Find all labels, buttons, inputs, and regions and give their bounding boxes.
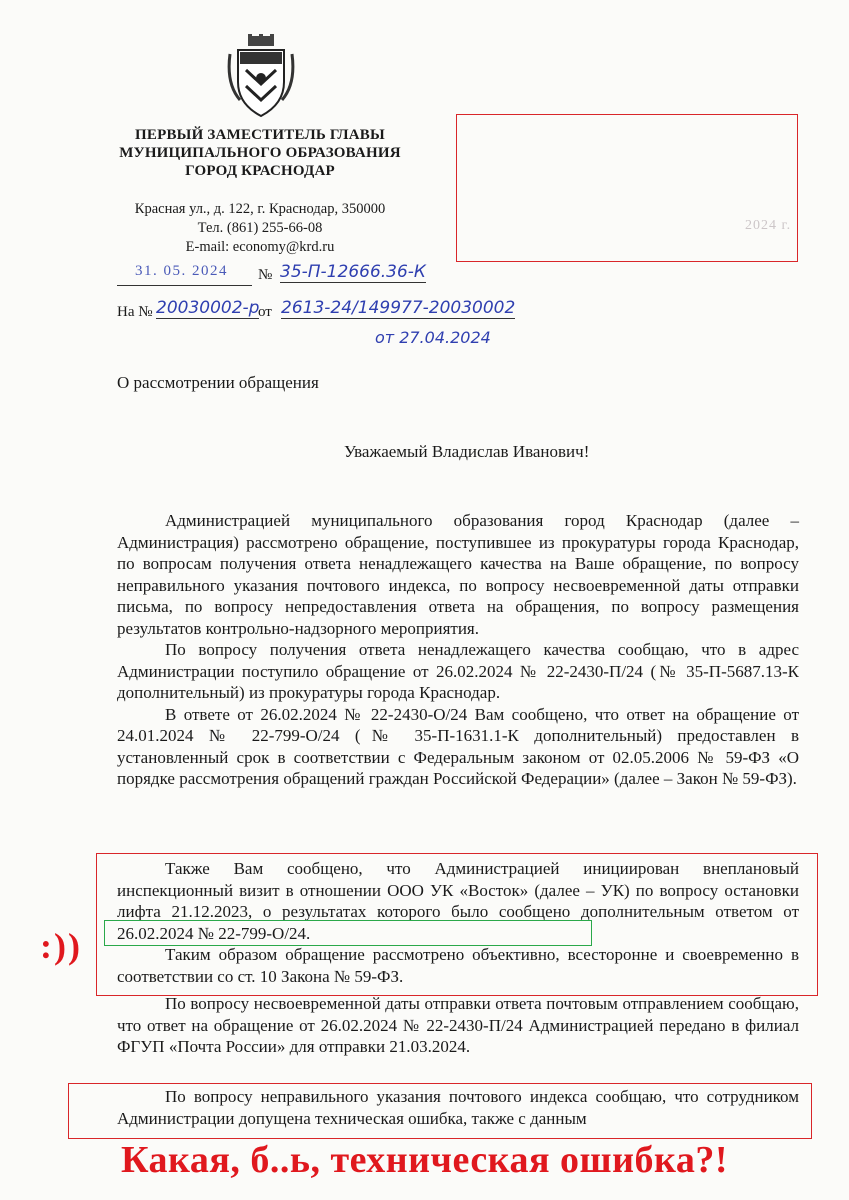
org-line-2: МУНИЦИПАЛЬНОГО ОБРАЗОВАНИЯ: [119, 145, 401, 161]
org-phone: Тел. (861) 255-66-08: [197, 220, 323, 236]
outgoing-number: 35-П-12666.36-К: [280, 262, 427, 282]
faint-stamp: 2024 г.: [745, 218, 792, 233]
reference-number-2: 2613-24/149977-20030002: [281, 298, 516, 318]
paragraph-4: Также Вам сообщено, что Администрацией инициирован внеплановый инспекционный визит в отношении ООО УК «Восток» (далее – УК) по вопросу остановки лифта 21.12.2023, о результатах которого было сообщено дополнительным ответом от 26.02.2024 № 22-799-О/24.: [117, 859, 799, 943]
org-line-1: ПЕРВЫЙ ЗАМЕСТИТЕЛЬ ГЛАВЫ: [135, 127, 385, 143]
annotation-green-box: [104, 920, 592, 946]
reference-number: 20030002-р: [156, 298, 260, 318]
paragraph-5: Таким образом обращение рассмотрено объективно, всесторонне и своевременно в соответствии со ст. 10 Закона № 59-ФЗ.: [117, 945, 799, 986]
org-address: Красная ул., д. 122, г. Краснодар, 350000: [134, 201, 386, 217]
letter-body-continued: [117, 993, 799, 1058]
greeting: Уважаемый Владислав Иванович!: [344, 442, 590, 461]
paragraph-7: По вопросу неправильного указания почтового индекса сообщаю, что сотрудником Администрации допущена техническая ошибка, также с данным: [117, 1087, 799, 1128]
annotation-smile: :)): [40, 926, 82, 966]
number-label: №: [258, 267, 273, 283]
paragraph-3: В ответе от 26.02.2024 № 22-2430-О/24 Вам сообщено, что ответ на обращение от 24.01.2024 № 22-799-О/24 (№ 35-П-1631.1-К дополнительный) предоставлен в установленный срок в соответствии с Федеральным законом от 02.05.2006 № 59-ФЗ «О порядке рассмотрения обращений граждан Российской Федерации» (далее – Закон № 59-ФЗ).: [117, 704, 799, 788]
letter-subject: О рассмотрении обращения: [117, 373, 319, 392]
letter-body: [117, 510, 799, 790]
reference-date: от 27.04.2024: [375, 328, 491, 347]
paragraph-2: По вопросу получения ответа ненадлежащего качества сообщаю, что в адрес Администрации поступило обращение от 26.02.2024 № 22-2430-П/24 (№ 35-П-5687.13-К дополнительный) из прокуратуры города Краснодар.: [117, 640, 799, 702]
outgoing-date: 31. 05. 2024: [135, 263, 228, 279]
reference-from-label: от: [258, 304, 272, 320]
coat-of-arms-icon: [226, 34, 296, 120]
annotation-red-box-2: [68, 1083, 812, 1139]
paragraph-1: Администрацией муниципального образования город Краснодар (далее – Администрация) рассмотрено обращение, поступившее из прокуратуры города Краснодар, по вопросам получения ответа ненадлежащего качества на Ваше обращение, по вопросу неправильного указания почтового индекса, по вопросу несвоевременной даты отправки письма, по вопросу непредоставления ответа на обращения, по вопросу размещения результатов контрольно-надзорного мероприятия.: [117, 511, 799, 638]
paragraph-6: По вопросу несвоевременной даты отправки ответа почтовым отправлением сообщаю, что ответ на обращение от 26.02.2024 № 22-2430-П/24 Администрацией передано в филиал ФГУП «Почта России» для отправки 21.03.2024.: [117, 994, 799, 1056]
organization-name: [100, 126, 420, 180]
org-email: E-mail: economy@krd.ru: [185, 239, 335, 255]
annotation-caption: Какая, б..ь, техническая ошибка?!: [120, 1139, 729, 1181]
org-line-3: ГОРОД КРАСНОДАР: [185, 163, 335, 179]
recipient-redaction-box: [456, 114, 798, 262]
org-contacts: [100, 200, 420, 257]
reference-label: На №: [117, 304, 153, 320]
